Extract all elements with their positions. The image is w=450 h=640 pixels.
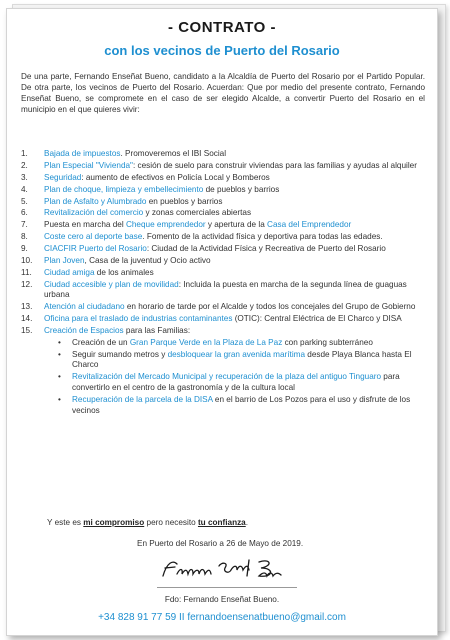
list-item: 9. CIACFIR Puerto del Rosario: Ciudad de la Actividad Física y Recreativa de Puerto del Rosario [21,244,386,254]
list-item: 11. Ciudad amiga de los animales [21,267,154,277]
list-item: 2. Plan Especial "Vivienda": cesión de suelo para construir viviendas para las familias y ayudas al alquiler [21,160,417,170]
commitment-line: Y este es mi compromiso pero necesito tu confianza. [47,518,248,527]
commitments-list [21,149,425,418]
list-item: 10. Plan Joven, Casa de la juventud y Ocio activo [21,256,211,266]
list-item: 14. Oficina para el traslado de industrias contaminantes (OTIC): Central Eléctrica de El Charco y DISA [21,314,402,324]
sub-list-item: • Recuperación de la parcela de la DISA en el barrio de Los Pozos para el uso y disfrute de los vecinos [58,395,411,415]
intro-paragraph: De una parte, Fernando Enseñat Bueno, candidato a la Alcaldía de Puerto del Rosario por el Partido Popular. De otra parte, los vecinos de Puerto del Rosario. Acuerdan: Que por medio del presente contrato, Fernando Enseñat Bueno, se compromete en el caso de ser elegido Alcalde, a convertir Puerto del Rosario en el municipio en el que quieres vivir: [21,72,425,114]
list-item: 5. Plan de Asfalto y Alumbrado en pueblos y barrios [21,196,223,206]
list-item: 6. Revitalización del comercio y zonas comerciales abiertas [21,208,252,218]
sub-list-item: • Revitalización del Mercado Municipal y recuperación de la plaza del antiguo Tinguaro para convertirlo en el centro de la gastronomía y de la cultura local [58,372,400,393]
page-subtitle: con los vecinos de Puerto del Rosario [104,43,340,58]
place-date: En Puerto del Rosario a 26 de Mayo de 2019. [137,539,304,548]
list-item: 4. Plan de choque, limpieza y embellecimiento de pueblos y barrios [21,184,280,194]
sub-list-item: • Seguir sumando metros y desbloquear la gran avenida marítima desde Playa Blanca hasta El Charco [58,349,412,370]
page-title: - CONTRATO - [168,19,276,36]
list-item: 1. Bajada de impuestos. Promoveremos el IBI Social [21,149,227,158]
bullet-icon: • [58,349,61,359]
list-item: 3. Seguridad: aumento de efectivos en Policía Local y Bomberos [21,172,270,182]
contact-info[interactable]: +34 828 91 77 59 II fernandoensenatbueno@gmail.com [98,612,346,623]
bullet-icon: • [58,372,61,382]
bullet-icon: • [58,395,61,405]
family-spaces-sublist [44,338,425,417]
contract-page [6,8,438,636]
list-item: 7. Puesta en marcha del Cheque emprendedor y apertura de la Casa del Emprendedor [21,220,352,230]
signature-line [157,587,297,588]
signer-name: Fdo: Fernando Enseñat Bueno. [164,595,280,604]
sub-list-item: • Creación de un Gran Parque Verde en la Plaza de La Paz con parking subterráneo [58,337,373,347]
list-item: 8. Coste cero al deporte base. Fomento de la actividad física y deportiva para todas las edades. [21,232,383,242]
list-item: 15. Creación de Espacios para las Familias: • Creación de un Gran Parque Verde en la Plaza de La Paz con parking subterráneo • Seguir sumando metros y desbloquear la gran avenida marítima desde Playa Blanca hasta El Charco • Revitalización del Mercado Municipal y recuperación de la plaza del antiguo Tinguaro para convertirlo en el centro de la gastronomía y de la cultura local • Recuperación de la parcela de la DISA en el barrio de Los Pozos para el uso y disfrute de los vecinos [21,326,425,416]
handwritten-signature [159,554,289,584]
list-item: 12. Ciudad accesible y plan de movilidad: Incluida la puesta en marcha de la segunda línea de guaguas urbana [21,279,407,300]
list-item: 13. Atención al ciudadano en horario de tarde por el Alcalde y todos los concejales del Grupo de Gobierno [21,302,416,312]
bullet-icon: • [58,337,61,347]
